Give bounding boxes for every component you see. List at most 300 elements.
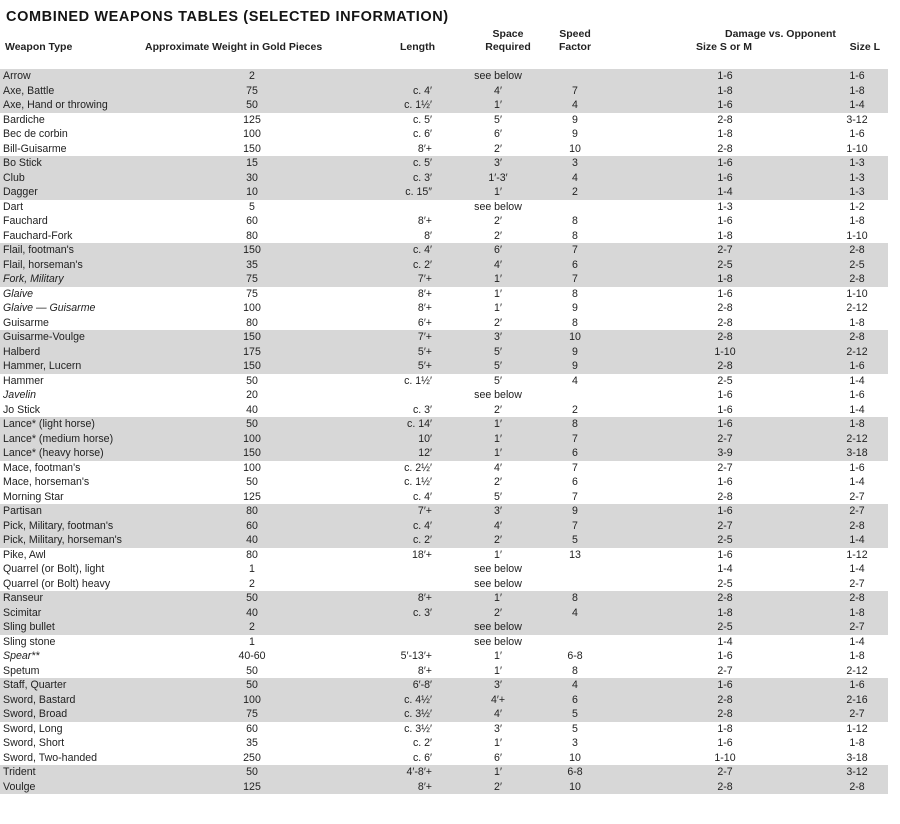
weapon-name: Pick, Military, footman's: [3, 519, 114, 532]
speed-value: 8: [572, 316, 578, 329]
space-value: 5′: [494, 360, 502, 372]
length-value: 7′+: [417, 273, 432, 285]
weight-value: 2: [249, 621, 255, 633]
speed-value: 4: [572, 171, 578, 184]
length-value: c. 4′: [412, 519, 432, 532]
damage-l-value: 2-12: [846, 664, 868, 677]
damage-l-value: 1-6: [849, 360, 865, 372]
length-value: c. 1½′: [404, 99, 432, 111]
damage-sm-value: 1-3: [717, 200, 733, 213]
space-value: 2′: [494, 229, 502, 242]
space-value: 1′: [494, 664, 502, 677]
damage-sm-value: 1-6: [717, 99, 733, 111]
weapon-name: Lance* (heavy horse): [3, 447, 104, 459]
weight-value: 1: [249, 635, 255, 648]
weapon-name: Spear**: [3, 650, 40, 662]
weapon-name: Hammer, Lucern: [3, 360, 82, 372]
table-row: [0, 519, 888, 534]
length-value: c. 14′: [407, 418, 432, 430]
damage-l-value: 2-8: [849, 273, 865, 285]
damage-sm-value: 1-6: [717, 157, 733, 169]
length-value: 5′+: [417, 360, 432, 372]
length-value: c. 1½′: [404, 476, 432, 488]
table-row: [0, 214, 888, 229]
damage-l-value: 1-3: [849, 171, 865, 184]
length-value: 6′-8′: [412, 679, 432, 691]
damage-l-value: 2-7: [849, 577, 865, 590]
damage-l-value: 1-4: [849, 476, 865, 488]
table-row: [0, 243, 888, 258]
damage-sm-value: 1-6: [717, 737, 733, 749]
weight-value: 150: [243, 142, 261, 155]
space-value: see below: [474, 577, 522, 590]
weapon-name: Pick, Military, horseman's: [3, 534, 122, 546]
damage-sm-value: 1-6: [717, 389, 733, 401]
weight-value: 50: [246, 476, 258, 488]
length-value: 10′: [418, 432, 432, 445]
table-row: [0, 185, 888, 200]
weight-value: 50: [246, 592, 258, 604]
table-row: [0, 388, 888, 403]
space-value: 6′: [494, 244, 502, 256]
damage-l-value: 1-10: [846, 142, 868, 155]
space-value: 3′: [494, 505, 502, 517]
weight-value: 1: [249, 563, 255, 575]
weapon-name: Mace, footman's: [3, 461, 81, 474]
speed-value: 9: [572, 505, 578, 517]
space-value: 1′: [494, 432, 502, 445]
space-value: 5′: [494, 345, 502, 358]
speed-value: 6: [572, 447, 578, 459]
damage-sm-value: 2-5: [717, 374, 733, 387]
weapon-name: Hammer: [3, 374, 44, 387]
space-value: see below: [474, 200, 522, 213]
damage-sm-value: 2-8: [717, 331, 733, 343]
header-size-l: Size L: [849, 41, 880, 53]
table-row: [0, 316, 888, 331]
length-value: 7′+: [417, 505, 432, 517]
length-value: c. 3′: [412, 606, 432, 619]
space-value: 2′: [494, 476, 502, 488]
weight-value: 40: [246, 403, 258, 416]
weapon-name: Guisarme: [3, 316, 49, 329]
damage-l-value: 1-12: [846, 548, 868, 561]
weapon-name: Bec de corbin: [3, 128, 68, 140]
damage-sm-value: 1-6: [717, 418, 733, 430]
space-value: 6′: [494, 751, 502, 764]
weight-value: 125: [243, 780, 261, 793]
weight-value: 80: [246, 229, 258, 242]
table-row: [0, 548, 888, 563]
damage-sm-value: 2-5: [717, 258, 733, 271]
weight-value: 125: [243, 490, 261, 503]
table-row: [0, 504, 888, 519]
damage-sm-value: 2-7: [717, 244, 733, 256]
damage-l-value: 2-16: [846, 693, 868, 706]
weapon-name: Ranseur: [3, 592, 44, 604]
weapon-name: Sling stone: [3, 635, 56, 648]
table-row: [0, 258, 888, 273]
weapon-name: Glaive — Guisarme: [3, 302, 96, 314]
length-value: 5′+: [417, 345, 432, 358]
length-value: 8′+: [417, 142, 432, 155]
space-value: 4′: [494, 461, 502, 474]
table-row: [0, 69, 888, 84]
table-row: [0, 98, 888, 113]
speed-value: 4: [572, 374, 578, 387]
damage-sm-value: 1-6: [717, 215, 733, 227]
table-row: [0, 722, 888, 737]
weight-value: 80: [246, 316, 258, 329]
damage-l-value: 3-18: [846, 447, 868, 459]
weight-value: 50: [246, 418, 258, 430]
weapon-name: Sword, Bastard: [3, 693, 76, 706]
table-row: [0, 678, 888, 693]
table-row: [0, 272, 888, 287]
damage-sm-value: 2-8: [717, 316, 733, 329]
length-value: 8′+: [417, 287, 432, 300]
weight-value: 2: [249, 577, 255, 590]
damage-l-value: 1-3: [849, 186, 865, 198]
weapons-table-body: [0, 69, 888, 794]
weapon-name: Lance* (light horse): [3, 418, 95, 430]
length-value: c. 1½′: [404, 374, 432, 387]
space-value: 3′: [494, 679, 502, 691]
length-value: c. 2′: [412, 534, 432, 546]
speed-value: 5: [572, 534, 578, 546]
length-value: c. 2½′: [404, 461, 432, 474]
weapon-name: Lance* (medium horse): [3, 432, 114, 445]
weapon-name: Partisan: [3, 505, 42, 517]
table-row: [0, 635, 888, 650]
weapon-name: Glaive: [3, 287, 34, 300]
damage-l-value: 1-4: [849, 403, 865, 416]
speed-value: 5: [572, 722, 578, 735]
length-value: c. 2′: [412, 737, 432, 749]
table-row: [0, 664, 888, 679]
damage-sm-value: 1-6: [717, 70, 733, 82]
header-damage: Damage vs. Opponent: [725, 28, 836, 40]
speed-value: 5: [572, 708, 578, 720]
table-row: [0, 403, 888, 418]
speed-value: 7: [572, 432, 578, 445]
damage-sm-value: 1-6: [717, 476, 733, 488]
space-value: 1′-3′: [488, 171, 508, 184]
weight-value: 50: [246, 679, 258, 691]
weight-value: 150: [243, 360, 261, 372]
weight-value: 40: [246, 606, 258, 619]
space-value: see below: [474, 389, 522, 401]
damage-l-value: 1-4: [849, 99, 865, 111]
length-value: c. 4′: [412, 84, 432, 97]
weapon-name: Jo Stick: [3, 403, 41, 416]
table-row: [0, 751, 888, 766]
length-value: 8′+: [417, 592, 432, 604]
weight-value: 100: [243, 432, 261, 445]
damage-l-value: 1-8: [849, 737, 865, 749]
table-row: [0, 113, 888, 128]
table-row: [0, 345, 888, 360]
space-value: see below: [474, 563, 522, 575]
weight-value: 75: [246, 84, 258, 97]
weight-value: 60: [246, 722, 258, 735]
space-value: 1′: [494, 592, 502, 604]
weight-value: 35: [246, 737, 258, 749]
space-value: 2′: [494, 780, 502, 793]
damage-l-value: 2-12: [846, 345, 868, 358]
damage-sm-value: 1-8: [717, 722, 733, 735]
weight-value: 150: [243, 447, 261, 459]
speed-value: 7: [572, 84, 578, 97]
length-value: 8′+: [417, 780, 432, 793]
damage-l-value: 3-12: [846, 766, 868, 778]
damage-l-value: 2-7: [849, 621, 865, 633]
weight-value: 35: [246, 258, 258, 271]
space-value: 1′: [494, 737, 502, 749]
weapon-name: Bill-Guisarme: [3, 142, 67, 155]
damage-sm-value: 2-5: [717, 577, 733, 590]
damage-l-value: 1-8: [849, 215, 865, 227]
space-value: 1′: [494, 766, 502, 778]
length-value: c. 3½′: [404, 708, 432, 720]
damage-l-value: 1-6: [849, 389, 865, 401]
weight-value: 75: [246, 287, 258, 300]
damage-sm-value: 1-6: [717, 650, 733, 662]
length-value: 18′+: [412, 548, 432, 561]
table-row: [0, 84, 888, 99]
space-value: 2′: [494, 142, 502, 155]
damage-sm-value: 1-4: [717, 186, 733, 198]
speed-value: 2: [572, 186, 578, 198]
weight-value: 75: [246, 708, 258, 720]
weapon-name: Morning Star: [3, 490, 64, 503]
space-value: 1′: [494, 186, 502, 198]
weight-value: 100: [243, 128, 261, 140]
damage-sm-value: 2-5: [717, 621, 733, 633]
damage-sm-value: 1-8: [717, 229, 733, 242]
weapon-name: Voulge: [3, 780, 36, 793]
weapon-name: Bardiche: [3, 113, 45, 126]
table-row: [0, 127, 888, 142]
weapon-name: Bo Stick: [3, 157, 42, 169]
space-value: 4′: [494, 258, 502, 271]
length-value: c. 5′: [412, 157, 432, 169]
weight-value: 80: [246, 548, 258, 561]
damage-l-value: 2-8: [849, 331, 865, 343]
weapon-name: Halberd: [3, 345, 41, 358]
table-row: [0, 200, 888, 215]
length-value: c. 5′: [412, 113, 432, 126]
weapon-name: Sword, Long: [3, 722, 63, 735]
weapon-name: Fork, Military: [3, 273, 64, 285]
damage-sm-value: 1-6: [717, 287, 733, 300]
space-value: see below: [474, 621, 522, 633]
speed-value: 7: [572, 244, 578, 256]
speed-value: 8: [572, 418, 578, 430]
speed-value: 8: [572, 592, 578, 604]
weapon-name: Club: [3, 171, 25, 184]
space-value: 6′: [494, 128, 502, 140]
speed-value: 10: [569, 331, 581, 343]
weapon-name: Guisarme-Voulge: [3, 331, 85, 343]
damage-l-value: 1-3: [849, 157, 865, 169]
weight-value: 100: [243, 693, 261, 706]
damage-sm-value: 1-10: [714, 751, 736, 764]
weapon-name: Sling bullet: [3, 621, 55, 633]
space-value: 2′: [494, 403, 502, 416]
speed-value: 13: [569, 548, 581, 561]
weapon-name: Staff, Quarter: [3, 679, 67, 691]
speed-value: 10: [569, 142, 581, 155]
weight-value: 5: [249, 200, 255, 213]
table-row: [0, 417, 888, 432]
damage-l-value: 1-8: [849, 650, 865, 662]
space-value: 3′: [494, 157, 502, 169]
damage-sm-value: 2-7: [717, 519, 733, 532]
space-value: 1′: [494, 548, 502, 561]
speed-value: 8: [572, 215, 578, 227]
damage-l-value: 2-8: [849, 780, 865, 793]
table-row: [0, 490, 888, 505]
weight-value: 40-60: [238, 650, 266, 662]
damage-l-value: 1-12: [846, 722, 868, 735]
weapon-name: Fauchard-Fork: [3, 229, 73, 242]
damage-sm-value: 1-8: [717, 273, 733, 285]
table-row: [0, 432, 888, 447]
speed-value: 7: [572, 519, 578, 532]
space-value: 2′: [494, 534, 502, 546]
space-value: 1′: [494, 418, 502, 430]
damage-sm-value: 2-8: [717, 490, 733, 503]
length-value: c. 4′: [412, 490, 432, 503]
space-value: 2′: [494, 606, 502, 619]
damage-l-value: 2-12: [846, 432, 868, 445]
header-speed-line1: Speed: [559, 28, 591, 40]
damage-sm-value: 2-5: [717, 534, 733, 546]
table-row: [0, 142, 888, 157]
space-value: 1′: [494, 302, 502, 314]
damage-l-value: 1-6: [849, 679, 865, 691]
table-row: [0, 606, 888, 621]
table-row: [0, 736, 888, 751]
table-row: [0, 330, 888, 345]
weapon-name: Flail, footman's: [3, 244, 74, 256]
header-length: Length: [400, 41, 435, 53]
damage-sm-value: 1-6: [717, 505, 733, 517]
weapon-name: Sword, Broad: [3, 708, 68, 720]
weapon-name: Quarrel (or Bolt), light: [3, 563, 105, 575]
damage-sm-value: 1-6: [717, 548, 733, 561]
speed-value: 3: [572, 737, 578, 749]
speed-value: 4: [572, 99, 578, 111]
table-row: [0, 374, 888, 389]
speed-value: 8: [572, 229, 578, 242]
weight-value: 150: [243, 331, 261, 343]
damage-sm-value: 2-7: [717, 461, 733, 474]
weight-value: 80: [246, 505, 258, 517]
weight-value: 100: [243, 461, 261, 474]
speed-value: 2: [572, 403, 578, 416]
damage-l-value: 1-6: [849, 461, 865, 474]
weapon-name: Dagger: [3, 186, 38, 198]
space-value: 3′: [494, 722, 502, 735]
speed-value: 9: [572, 345, 578, 358]
damage-l-value: 1-10: [846, 229, 868, 242]
space-value: 4′: [494, 519, 502, 532]
table-row: [0, 780, 888, 795]
table-row: [0, 707, 888, 722]
damage-sm-value: 2-8: [717, 302, 733, 314]
weapon-name: Javelin: [3, 389, 36, 401]
damage-l-value: 3-18: [846, 751, 868, 764]
weight-value: 50: [246, 374, 258, 387]
damage-l-value: 1-6: [849, 70, 865, 82]
length-value: 8′: [424, 229, 432, 242]
weight-value: 40: [246, 534, 258, 546]
damage-l-value: 1-4: [849, 635, 865, 648]
weapon-name: Scimitar: [3, 606, 42, 619]
length-value: c. 15″: [405, 186, 432, 198]
space-value: 1′: [494, 447, 502, 459]
damage-sm-value: 3-9: [717, 447, 733, 459]
table-row: [0, 649, 888, 664]
damage-l-value: 1-4: [849, 374, 865, 387]
space-value: 4′: [494, 84, 502, 97]
damage-l-value: 2-5: [849, 258, 865, 271]
damage-sm-value: 1-8: [717, 128, 733, 140]
weight-value: 10: [246, 186, 258, 198]
speed-value: 4: [572, 606, 578, 619]
table-row: [0, 359, 888, 374]
table-title: COMBINED WEAPONS TABLES (SELECTED INFORMATION): [6, 9, 449, 25]
header-weight: Approximate Weight in Gold Pieces: [145, 41, 323, 53]
damage-l-value: 1-8: [849, 418, 865, 430]
space-value: 2′: [494, 316, 502, 329]
table-row: [0, 287, 888, 302]
space-value: see below: [474, 635, 522, 648]
table-row: [0, 156, 888, 171]
speed-value: 9: [572, 113, 578, 126]
damage-l-value: 2-12: [846, 302, 868, 314]
length-value: 8′+: [417, 302, 432, 314]
weapon-name: Sword, Short: [3, 737, 65, 749]
space-value: 3′: [494, 331, 502, 343]
damage-l-value: 1-6: [849, 128, 865, 140]
header-space-line1: Space: [492, 28, 524, 40]
damage-sm-value: 2-7: [717, 432, 733, 445]
speed-value: 6-8: [567, 766, 583, 778]
length-value: 8′+: [417, 215, 432, 227]
weight-value: 50: [246, 766, 258, 778]
damage-l-value: 2-8: [849, 592, 865, 604]
weapon-name: Mace, horseman's: [3, 476, 90, 488]
damage-sm-value: 2-8: [717, 780, 733, 793]
table-row: [0, 475, 888, 490]
damage-l-value: 2-7: [849, 490, 865, 503]
damage-l-value: 1-8: [849, 606, 865, 619]
length-value: c. 6′: [412, 128, 432, 140]
table-row: [0, 591, 888, 606]
damage-sm-value: 2-8: [717, 592, 733, 604]
speed-value: 6: [572, 476, 578, 488]
speed-value: 10: [569, 780, 581, 793]
speed-value: 9: [572, 128, 578, 140]
damage-sm-value: 2-8: [717, 360, 733, 372]
length-value: 5′-13′+: [400, 650, 432, 662]
weapon-name: Axe, Battle: [3, 84, 55, 97]
speed-value: 8: [572, 287, 578, 300]
damage-l-value: 1-4: [849, 563, 865, 575]
